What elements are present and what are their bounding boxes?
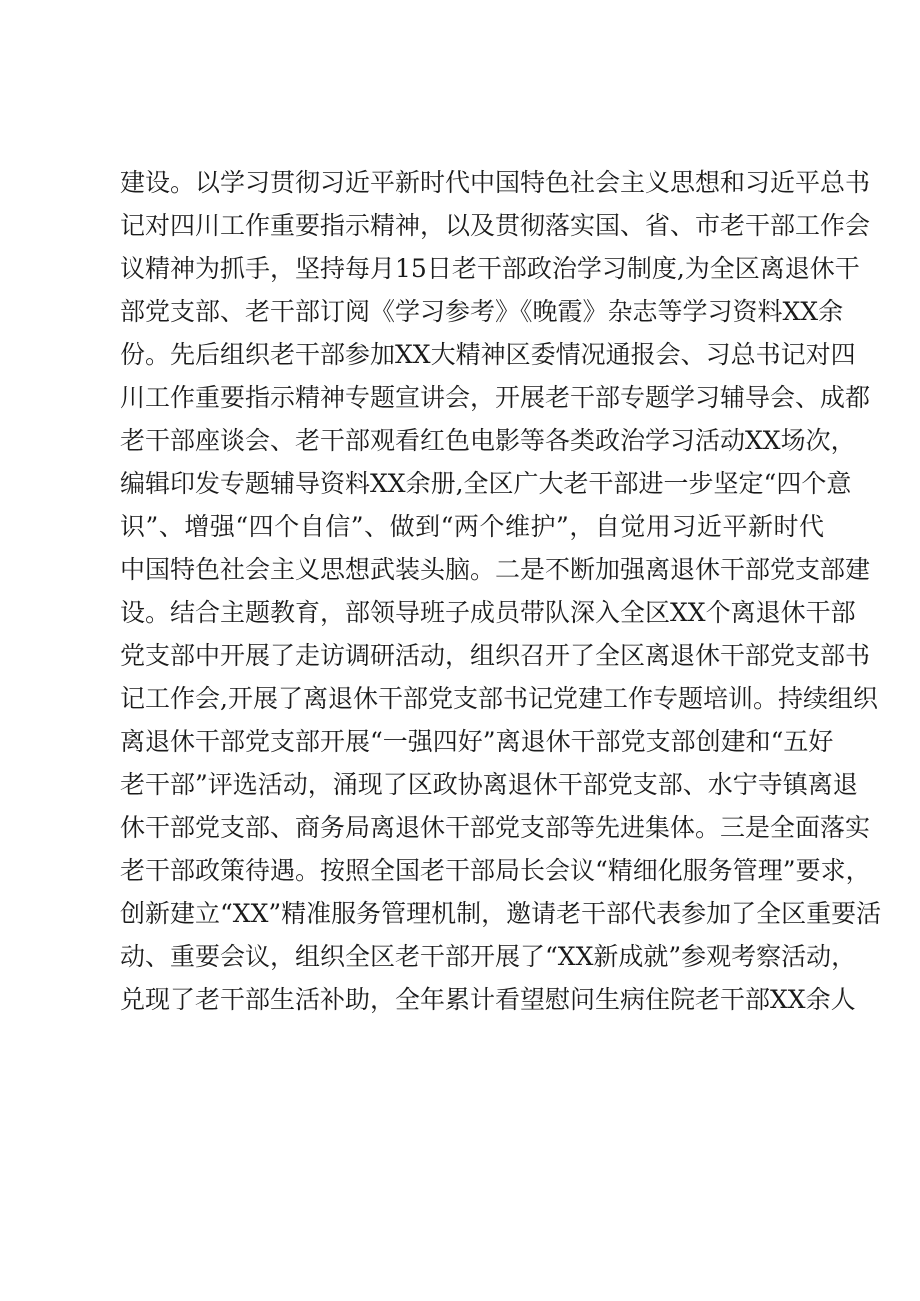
text-line: 老干部政策待遇。按照全国老干部局长会议“精细化服务管理”要求， (120, 856, 871, 885)
text-line: 兑现了老干部生活补助，全年累计看望慰问生病住院老干部XX余人 (120, 985, 856, 1014)
text-line: 议精神为抓手，坚持每月15日老干部政治学习制度,为全区离退休干 (120, 254, 860, 283)
text-line: 老干部”评选活动，涌现了区政协离退休干部党支部、水宁寺镇离退 (120, 770, 858, 799)
text-line: 份。先后组织老干部参加XX大精神区委情况通报会、习总书记对四 (120, 340, 856, 369)
text-line: 记对四川工作重要指示精神，以及贯彻落实国、省、市老干部工作会 (120, 211, 871, 240)
text-line: 离退休干部党支部开展“一强四好”离退休干部党支部创建和“五好 (120, 727, 834, 756)
text-line: 记工作会,开展了离退休干部党支部书记党建工作专题培训。持续组织 (120, 684, 878, 713)
text-line: 中国特色社会主义思想武装头脑。二是不断加强离退休干部党支部建 (120, 555, 871, 584)
text-line: 老干部座谈会、老干部观看红色电影等各类政治学习活动XX场次， (120, 426, 856, 455)
text-line: 设。结合主题教育，部领导班子成员带队深入全区XX个离退休干部 (120, 598, 856, 627)
text-line: 编辑印发专题辅导资料XX余册,全区广大老干部进一步坚定“四个意 (120, 469, 852, 498)
text-line: 部党支部、老干部订阅《学习参考》《晚霞》杂志等学习资料XX余 (120, 297, 844, 326)
text-line: 党支部中开展了走访调研活动，组织召开了全区离退休干部党支部书 (120, 641, 871, 670)
text-line: 休干部党支部、商务局离退休干部党支部等先进集体。三是全面落实 (120, 813, 871, 842)
text-line: 识”、增强“四个自信”、做到“两个维护”，自觉用习近平新时代 (120, 512, 824, 541)
text-line: 创新建立“XX”精准服务管理机制，邀请老干部代表参加了全区重要活 (120, 899, 882, 928)
text-line: 建设。以学习贯彻习近平新时代中国特色社会主义思想和习近平总书 (120, 168, 871, 197)
text-line: 川工作重要指示精神专题宣讲会，开展老干部专题学习辅导会、成都 (120, 383, 871, 412)
text-line: 动、重要会议，组织全区老干部开展了“XX新成就”参观考察活动， (120, 942, 857, 971)
